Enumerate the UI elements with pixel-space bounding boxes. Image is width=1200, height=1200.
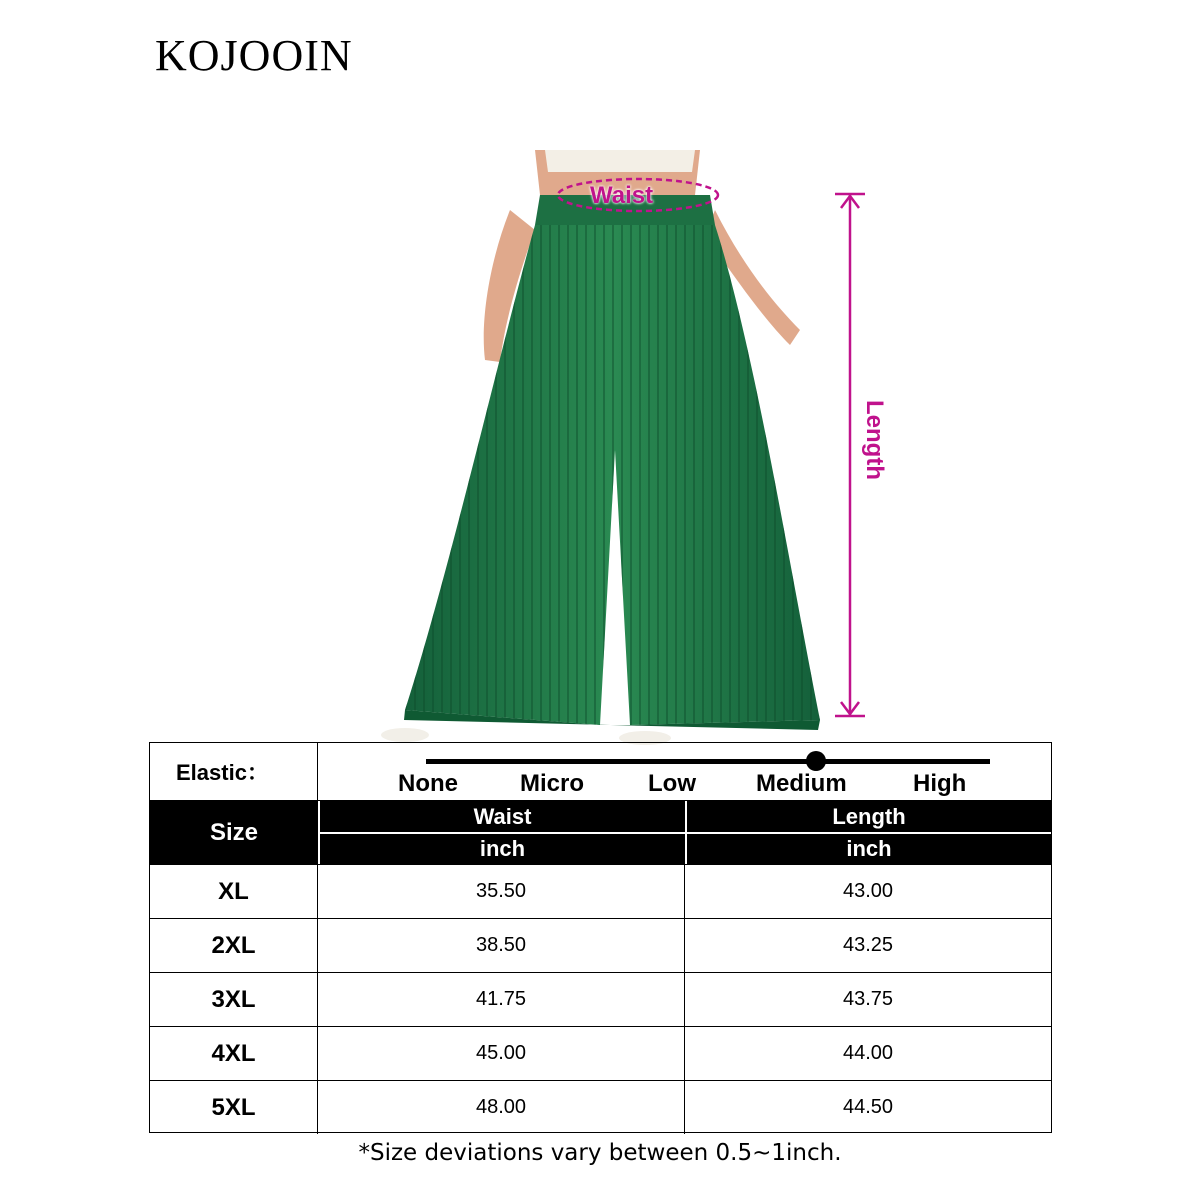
product-image — [360, 150, 840, 745]
size-deviation-note: *Size deviations vary between 0.5~1inch. — [358, 1140, 842, 1166]
waist-cell: 35.50 — [318, 865, 685, 918]
waist-cell: 38.50 — [318, 919, 685, 972]
length-column-header: Length — [832, 803, 906, 829]
brand-logo: KOJOOIN — [155, 31, 353, 80]
elastic-option-medium: Medium — [756, 770, 847, 797]
length-cell: 43.75 — [842, 988, 894, 1010]
size-column-header: Size — [209, 818, 259, 846]
table-row — [150, 864, 1051, 918]
elastic-option-high: High — [913, 770, 967, 797]
table-row — [150, 918, 1051, 972]
size-cell: 4XL — [150, 1027, 318, 1080]
table-row — [150, 1026, 1051, 1080]
waist-cell: 41.75 — [318, 973, 685, 1026]
elastic-scale-marker — [806, 751, 826, 771]
waist-unit-header: inch — [479, 835, 526, 861]
size-cell: XL — [150, 865, 318, 918]
elastic-option-low: Low — [648, 770, 696, 797]
size-cell: 2XL — [150, 919, 318, 972]
waist-measure-label: Waist — [590, 182, 654, 209]
elastic-row — [150, 743, 1051, 801]
waist-cell: 48.00 — [318, 1081, 685, 1134]
length-cell: 43.00 — [842, 880, 894, 902]
elastic-scale — [318, 743, 1051, 800]
table-row — [150, 972, 1051, 1026]
elastic-option-none: None — [398, 770, 458, 797]
length-unit-header: inch — [846, 835, 892, 861]
size-chart-table — [149, 742, 1052, 1133]
table-row — [150, 1080, 1051, 1134]
length-cell: 44.50 — [842, 1096, 894, 1118]
elastic-scale-track — [426, 759, 990, 764]
table-header-row — [150, 801, 1051, 864]
size-cell: 5XL — [150, 1081, 318, 1134]
elastic-label: Elastic： — [150, 743, 318, 800]
pleated-pants-illustration — [360, 150, 840, 745]
waist-cell: 45.00 — [318, 1027, 685, 1080]
length-measure-label: Length — [861, 400, 888, 480]
waist-column-header: Waist — [473, 803, 532, 829]
length-cell: 43.25 — [842, 934, 894, 956]
length-cell: 44.00 — [842, 1042, 894, 1064]
size-cell: 3XL — [150, 973, 318, 1026]
elastic-option-micro: Micro — [520, 770, 585, 797]
